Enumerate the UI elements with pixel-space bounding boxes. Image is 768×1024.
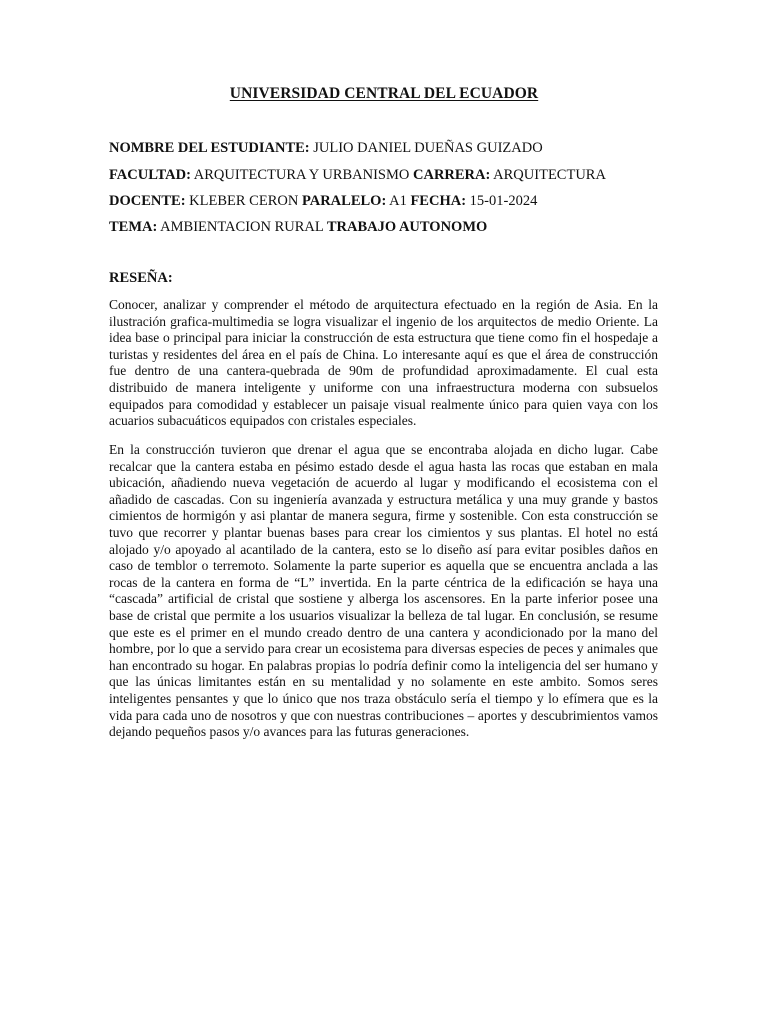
topic-line [109, 218, 669, 236]
university-title: UNIVERSIDAD CENTRAL DEL ECUADOR [229, 85, 539, 102]
student-label: NOMBRE DEL ESTUDIANTE: [109, 140, 310, 156]
review-paragraph-1: Conocer, analizar y comprender el método de arquitectura efectuado en la región de Asia. En la ilustración grafica-multimedia se logra visualizar el ingenio de los arquitectos de medio Oriente. La idea base o principal para iniciar la construcción de esta estructura que tiene como fin el hospedaje a turistas y residentes del área en el país de China. Lo interesante aquí es que el área de construcción fue dentro de una cantera-quebrada de 90m de profundidad aproximadamente. El cual esta distribuido de manera inteligente y uniforme con una infraestructura moderna con subsuelos equipados para comodidad y establecer un paisaje visual realmente único para quien vaya con los acuarios subacuáticos equipados con cristales especiales. [109, 297, 658, 429]
topic-label: TEMA: [109, 219, 158, 235]
faculty-value: ARQUITECTURA Y URBANISMO [190, 167, 413, 183]
faculty-line [109, 166, 669, 184]
date-value: 15-01-2024 [466, 193, 538, 209]
teacher-value: KLEBER CERON [185, 193, 302, 209]
faculty-label: FACULTAD: [109, 167, 191, 183]
teacher-line [109, 192, 669, 210]
student-name: JULIO DANIEL DUEÑAS GUIZADO [309, 140, 543, 156]
teacher-label: DOCENTE: [109, 193, 186, 209]
career-label: CARRERA: [413, 167, 491, 183]
review-paragraph-2: En la construcción tuvieron que drenar el agua que se encontraba alojada en dicho lugar. Cabe recalcar que la cantera estaba en pésimo estado desde el agua hasta las rocas que estaban en mala ubicación, añadiendo nueva vegetación de acuerdo al lugar y modificando el ecosistema con el añadido de cascadas. Con su ingeniería avanzada y estructura metálica y una muy grande y bastos cimientos de hormigón y asi plantar de manera segura, firme y sostenible. Con esta construcción se tuvo que recorrer y plantar buenas bases para crear los cimientos y sus plantas. El hotel no está alojado y/o apoyado al acantilado de la cantera, esto se lo diseño así para evitar posibles daños en caso de temblor o terremoto. Solamente la parte superior es aquella que se encuentra anclada a las rocas de la cantera en forma de “L” invertida. En la parte céntrica de la edificación se haya una “cascada” artificial de cristal que sostiene y alberga los ascensores. En la parte inferior posee una base de cristal que permite a los usuarios visualizar la belleza de tal lugar. En conclusión, se resume que este es el primer en el mundo creado dentro de una cantera y acondicionado por la mano del hombre, por lo que a servido para crear un ecosistema para diversas especies de peces y animales que han encontrado su hogar. En palabras propias lo podría definir como la inteligencia del ser humano y que las únicas limitantes están en su mentalidad y no solamente en este ambito. Somos seres inteligentes pensantes y que lo único que nos traza obstáculo sería el tiempo y lo efímera que es la vida para cada uno de nosotros y que con nuestras contribuciones – aportes y descubrimientos vamos dejando pequeños pasos y/o avances para las futuras generaciones. [109, 442, 658, 740]
date-label: FECHA: [410, 193, 467, 209]
student-line [109, 139, 669, 157]
topic-value: AMBIENTACION RURAL [157, 219, 327, 235]
parallel-value: A1 [386, 193, 411, 209]
work-type: TRABAJO AUTONOMO [326, 219, 488, 235]
career-value: ARQUITECTURA [490, 167, 606, 183]
review-heading: RESEÑA: [109, 270, 173, 286]
parallel-label: PARALELO: [301, 193, 387, 209]
